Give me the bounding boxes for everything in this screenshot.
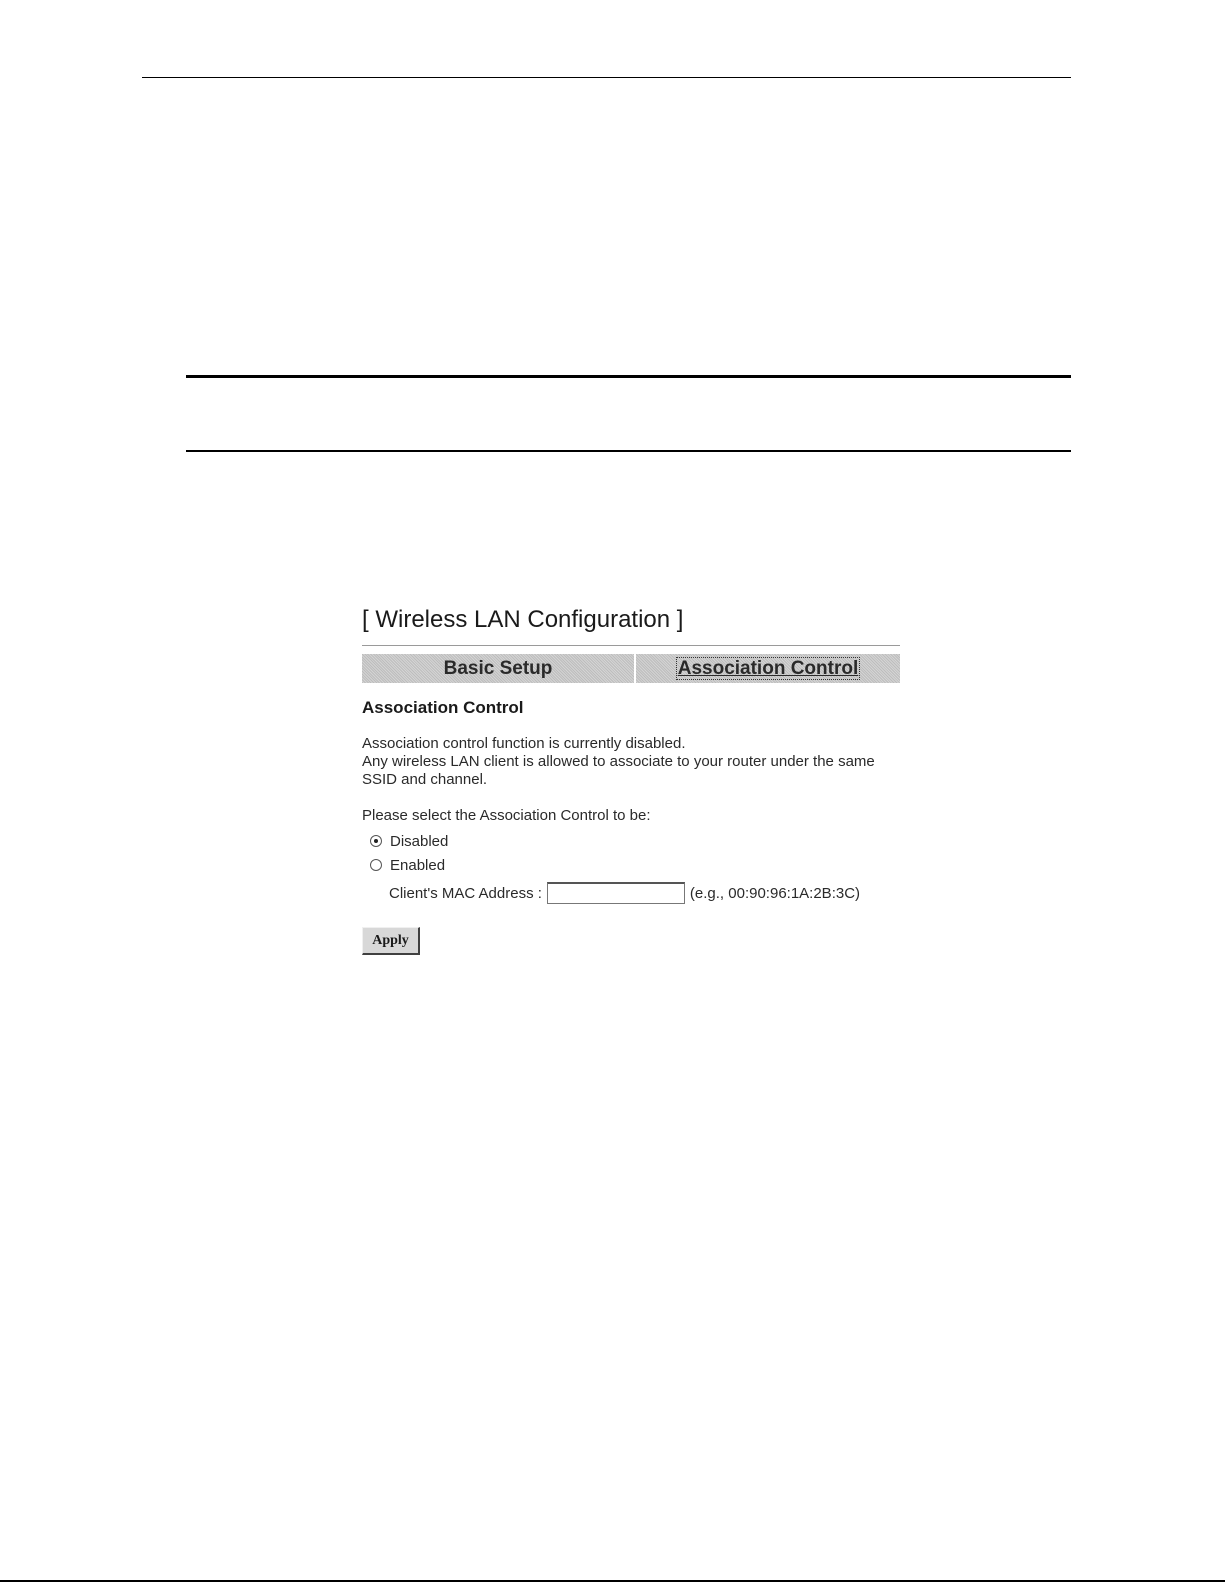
- mac-address-example: (e.g., 00:90:96:1A:2B:3C): [689, 884, 861, 902]
- enabled-radio-label: Enabled: [390, 856, 446, 874]
- page-top-rule: [142, 77, 1071, 78]
- tab-association-control[interactable]: [636, 654, 900, 683]
- wireless-lan-config-panel: [362, 600, 900, 955]
- option-enabled-row: [370, 853, 900, 877]
- enabled-radio[interactable]: [370, 859, 382, 871]
- mac-address-input[interactable]: [547, 882, 685, 904]
- description-line: SSID and channel.: [362, 771, 488, 788]
- tab-basic-setup-label: Basic Setup: [443, 658, 553, 679]
- page-title: [ Wireless LAN Configuration ]: [362, 606, 684, 633]
- tab-bar: [362, 654, 900, 683]
- tab-association-control-label: Association Control: [677, 658, 859, 679]
- description-line: Any wireless LAN client is allowed to associate to your router under the same: [362, 753, 875, 770]
- tab-basic-setup[interactable]: [362, 654, 634, 683]
- section-heading: Association Control: [362, 698, 524, 717]
- section-rule-lower: [186, 450, 1071, 452]
- description-line: Association control function is currently disabled.: [362, 735, 686, 752]
- page-bottom-rule: [0, 1580, 1225, 1582]
- disabled-radio[interactable]: [370, 835, 382, 847]
- disabled-radio-label: Disabled: [390, 832, 449, 850]
- mac-address-label: Client's MAC Address :: [389, 884, 542, 902]
- apply-button[interactable]: Apply: [362, 927, 420, 955]
- selection-prompt: Please select the Association Control to be:: [362, 807, 651, 824]
- option-disabled-row: [370, 829, 900, 853]
- status-description: [362, 735, 900, 789]
- section-rule-upper: [186, 375, 1071, 378]
- mac-address-row: [389, 881, 900, 905]
- title-divider: [362, 645, 900, 646]
